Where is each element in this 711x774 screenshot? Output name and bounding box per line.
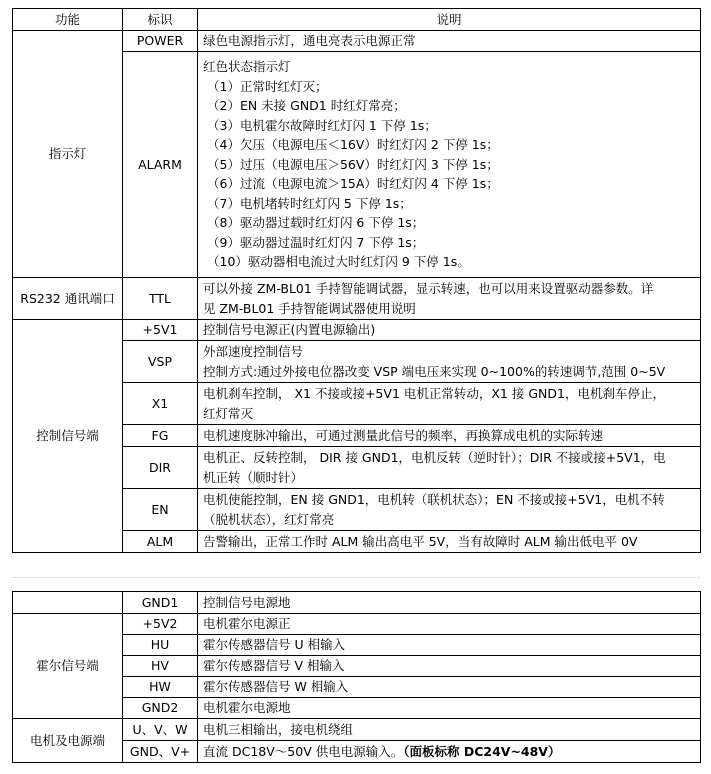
alarm-title: 红色状态指示灯 <box>203 59 291 75</box>
mark-en: EN <box>123 489 198 531</box>
desc-hv: 霍尔传感器信号 V 相输入 <box>198 656 701 677</box>
page-divider <box>12 577 700 578</box>
desc-dir <box>198 447 701 489</box>
mark-power: POWER <box>123 31 198 52</box>
group-control: 控制信号端 <box>13 320 123 553</box>
power-desc: 直流 DC18V～50V 供电电源输入。 <box>203 743 404 759</box>
desc-ttl <box>198 278 701 320</box>
mark-ttl: TTL <box>123 278 198 320</box>
desc-en <box>198 489 701 531</box>
table-row <box>13 592 701 614</box>
desc-line: 电机正、反转控制， DIR 接 GND1，电机反转（逆时针）；DIR 不接或接+5V1，电 <box>203 449 666 465</box>
mark-uvw: U、V、W <box>123 719 198 741</box>
header-function: 功能 <box>13 9 123 31</box>
desc-line: 电机使能控制，EN 接 GND1，电机转（联机状态）；EN 不接或接+5V1，电机不转 <box>203 491 665 507</box>
desc-line: 红灯常灭 <box>203 405 254 421</box>
table-row <box>13 31 701 52</box>
mark-x1: X1 <box>123 383 198 425</box>
mark-hu: HU <box>123 635 198 656</box>
group-empty <box>13 592 123 614</box>
mark-gnd-vplus: GND、V+ <box>123 741 198 763</box>
desc-5v2: 电机霍尔电源正 <box>198 614 701 635</box>
desc-vsp <box>198 341 701 383</box>
desc-gnd2: 电机霍尔电源地 <box>198 698 701 719</box>
desc-gnd-vplus <box>198 741 701 763</box>
alarm-line: （1）正常时红灯灭； <box>207 78 328 94</box>
mark-alarm: ALARM <box>123 52 198 278</box>
alarm-line: （5）过压（电源电压＞56V）时红灯闪 3 下停 1s； <box>207 156 499 172</box>
mark-hv: HV <box>123 656 198 677</box>
mark-5v1: +5V1 <box>123 320 198 341</box>
interface-table-bottom <box>12 591 701 763</box>
mark-dir: DIR <box>123 447 198 489</box>
desc-x1 <box>198 383 701 425</box>
mark-vsp: VSP <box>123 341 198 383</box>
alarm-line: （10）驱动器相电流过大时红灯闪 9 下停 1s。 <box>207 254 470 270</box>
group-motor-power: 电机及电源端 <box>13 719 123 763</box>
desc-line: 外部速度控制信号 <box>203 343 304 359</box>
mark-5v2: +5V2 <box>123 614 198 635</box>
alarm-line: （9）驱动器过温时红灯闪 7 下停 1s； <box>207 234 425 250</box>
group-hall: 霍尔信号端 <box>13 614 123 719</box>
panel-rating-note: （面板标称 DC24V~48V） <box>403 743 561 759</box>
alarm-line: （8）驱动器过载时红灯闪 6 下停 1s； <box>207 215 425 231</box>
table-row <box>13 320 701 341</box>
desc-line: 控制方式:通过外接电位器改变 VSP 端电压来实现 0~100%的转速调节,范围 0~5V <box>203 363 666 379</box>
header-description: 说明 <box>198 9 701 31</box>
mark-gnd2: GND2 <box>123 698 198 719</box>
desc-alarm <box>198 52 701 278</box>
header-row <box>13 9 701 31</box>
desc-line: 见 ZM-BL01 手持智能调试器使用说明 <box>203 300 416 316</box>
desc-hw: 霍尔传感器信号 W 相输入 <box>198 677 701 698</box>
table-row <box>13 614 701 635</box>
desc-line: 可以外接 ZM-BL01 手持智能调试器，显示转速，也可以用来设置驱动器参数。详 <box>203 280 654 296</box>
desc-uvw: 电机三相输出，接电机绕组 <box>198 719 701 741</box>
mark-hw: HW <box>123 677 198 698</box>
desc-5v1: 控制信号电源正(内置电源输出) <box>198 320 701 341</box>
desc-hu: 霍尔传感器信号 U 相输入 <box>198 635 701 656</box>
mark-fg: FG <box>123 425 198 447</box>
group-indicator: 指示灯 <box>13 31 123 278</box>
desc-gnd1: 控制信号电源地 <box>198 592 701 614</box>
alarm-line: （4）欠压（电源电压＜16V）时红灯闪 2 下停 1s； <box>207 137 499 153</box>
group-rs232: RS232 通讯端口 <box>13 278 123 320</box>
alarm-line: （6）过流（电源电流＞15A）时红灯闪 4 下停 1s； <box>207 176 499 192</box>
desc-line: （脱机状态），红灯常亮 <box>203 511 335 527</box>
desc-line: 机正转（顺时针） <box>203 469 304 485</box>
desc-power: 绿色电源指示灯，通电亮表示电源正常 <box>198 31 701 52</box>
desc-line: 电机刹车控制， X1 不接或接+5V1 电机正常转动，X1 接 GND1，电机刹车停止， <box>203 385 665 401</box>
mark-alm: ALM <box>123 531 198 553</box>
desc-alm: 告警输出，正常工作时 ALM 输出高电平 5V，当有故障时 ALM 输出低电平 0V <box>198 531 701 553</box>
alarm-line: （7）电机堵转时红灯闪 5 下停 1s； <box>207 195 412 211</box>
table-row <box>13 719 701 741</box>
table-row <box>13 278 701 320</box>
desc-fg: 电机速度脉冲输出，可通过测量此信号的频率，再换算成电机的实际转速 <box>198 425 701 447</box>
interface-table-top <box>12 8 701 553</box>
header-mark: 标识 <box>123 9 198 31</box>
mark-gnd1: GND1 <box>123 592 198 614</box>
alarm-line: （3）电机霍尔故障时红灯闪 1 下停 1s； <box>207 117 437 133</box>
alarm-line: （2）EN 未接 GND1 时红灯常亮； <box>207 98 406 114</box>
